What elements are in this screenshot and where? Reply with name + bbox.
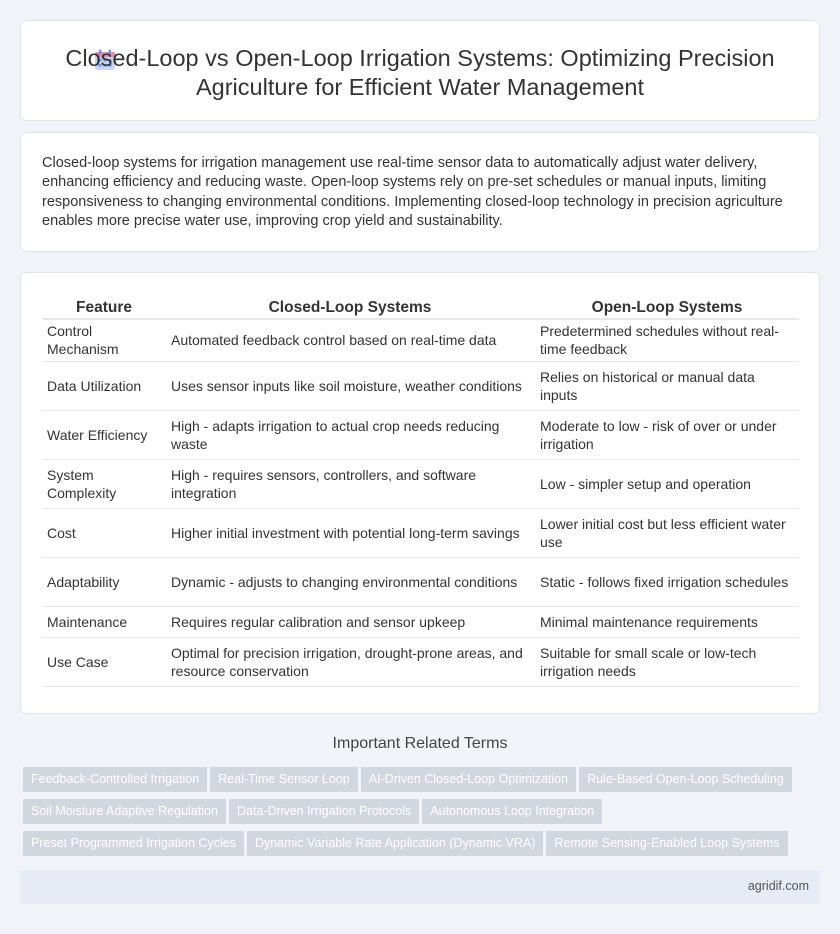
related-term-tag[interactable]: Data-Driven Irrigation Protocols <box>229 799 419 824</box>
related-term-tag[interactable]: Remote Sensing-Enabled Loop Systems <box>546 831 787 856</box>
footer-site-link[interactable]: agridif.com <box>747 879 809 893</box>
page-title: Closed-Loop vs Open-Loop Irrigation Systems: Optimizing Precision Agriculture for Efficient Water Management <box>65 45 775 100</box>
related-terms-list <box>23 767 823 863</box>
feature-cell: Control Mechanism <box>43 319 165 361</box>
footer-bar <box>20 870 820 904</box>
closed-loop-cell: High - adapts irrigation to actual crop needs reducing waste <box>165 410 535 459</box>
feature-cell: System Complexity <box>43 459 165 508</box>
page-title-wrap <box>21 44 819 102</box>
related-term-tag[interactable]: Real-Time Sensor Loop <box>210 767 358 792</box>
open-loop-cell: Lower initial cost but less efficient water use <box>535 508 799 557</box>
feature-cell: Cost <box>43 508 165 557</box>
related-term-tag[interactable]: Dynamic Variable Rate Application (Dynamic VRA) <box>247 831 543 856</box>
table-row <box>43 459 799 508</box>
table-row <box>43 606 799 637</box>
open-loop-cell: Relies on historical or manual data inputs <box>535 361 799 410</box>
closed-loop-cell: Requires regular calibration and sensor upkeep <box>165 606 535 637</box>
feature-cell: Data Utilization <box>43 361 165 410</box>
open-loop-cell: Suitable for small scale or low-tech irrigation needs <box>535 637 799 686</box>
open-loop-cell: Low - simpler setup and operation <box>535 459 799 508</box>
related-term-tag[interactable]: AI-Driven Closed-Loop Optimization <box>361 767 576 792</box>
closed-loop-cell: Automated feedback control based on real-time data <box>165 319 535 361</box>
open-loop-cell: Static - follows fixed irrigation schedules <box>535 557 799 606</box>
related-terms-title: Important Related Terms <box>332 735 508 752</box>
related-term-tag[interactable]: Autonomous Loop Integration <box>422 799 602 824</box>
header-closed-loop: Closed-Loop Systems <box>165 295 535 319</box>
feature-cell: Use Case <box>43 637 165 686</box>
table-row <box>43 410 799 459</box>
header-feature: Feature <box>43 295 165 319</box>
related-term-tag[interactable]: Rule-Based Open-Loop Scheduling <box>579 767 792 792</box>
related-term-tag[interactable]: Soil Moisture Adaptive Regulation <box>23 799 226 824</box>
intro-paragraph: Closed-loop systems for irrigation management use real-time sensor data to automatically adjust water delivery, enhancing efficiency and reducing waste. Open-loop systems rely on pre-set schedules or manual inputs, limiting responsiveness to changing environmental conditions. Implementing closed-loop technology in precision agriculture enables more precise water use, improving crop yield and sustainability. <box>42 155 783 230</box>
related-term-tag[interactable]: Preset Programmed Irrigation Cycles <box>23 831 244 856</box>
table-row <box>43 361 799 410</box>
related-term-tag[interactable]: Feedback-Controlled Irrigation <box>23 767 207 792</box>
closed-loop-cell: High - requires sensors, controllers, and software integration <box>165 459 535 508</box>
closed-loop-cell: Dynamic - adjusts to changing environmental conditions <box>165 557 535 606</box>
feature-cell: Adaptability <box>43 557 165 606</box>
header-open-loop: Open-Loop Systems <box>535 295 799 319</box>
title-card <box>20 20 820 121</box>
open-loop-cell: Minimal maintenance requirements <box>535 606 799 637</box>
closed-loop-cell: Uses sensor inputs like soil moisture, weather conditions <box>165 361 535 410</box>
intro-card <box>20 132 820 252</box>
feature-cell: Water Efficiency <box>43 410 165 459</box>
table-row <box>43 637 799 686</box>
open-loop-cell: Moderate to low - risk of over or under irrigation <box>535 410 799 459</box>
table-row <box>43 557 799 606</box>
comparison-card <box>20 272 820 714</box>
table-row <box>43 508 799 557</box>
table-header-row <box>43 295 799 319</box>
closed-loop-cell: Optimal for precision irrigation, drought-prone areas, and resource conservation <box>165 637 535 686</box>
closed-loop-cell: Higher initial investment with potential long-term savings <box>165 508 535 557</box>
feature-cell: Maintenance <box>43 606 165 637</box>
comparison-table <box>43 295 799 687</box>
table-row <box>43 319 799 361</box>
open-loop-cell: Predetermined schedules without real-time feedback <box>535 319 799 361</box>
